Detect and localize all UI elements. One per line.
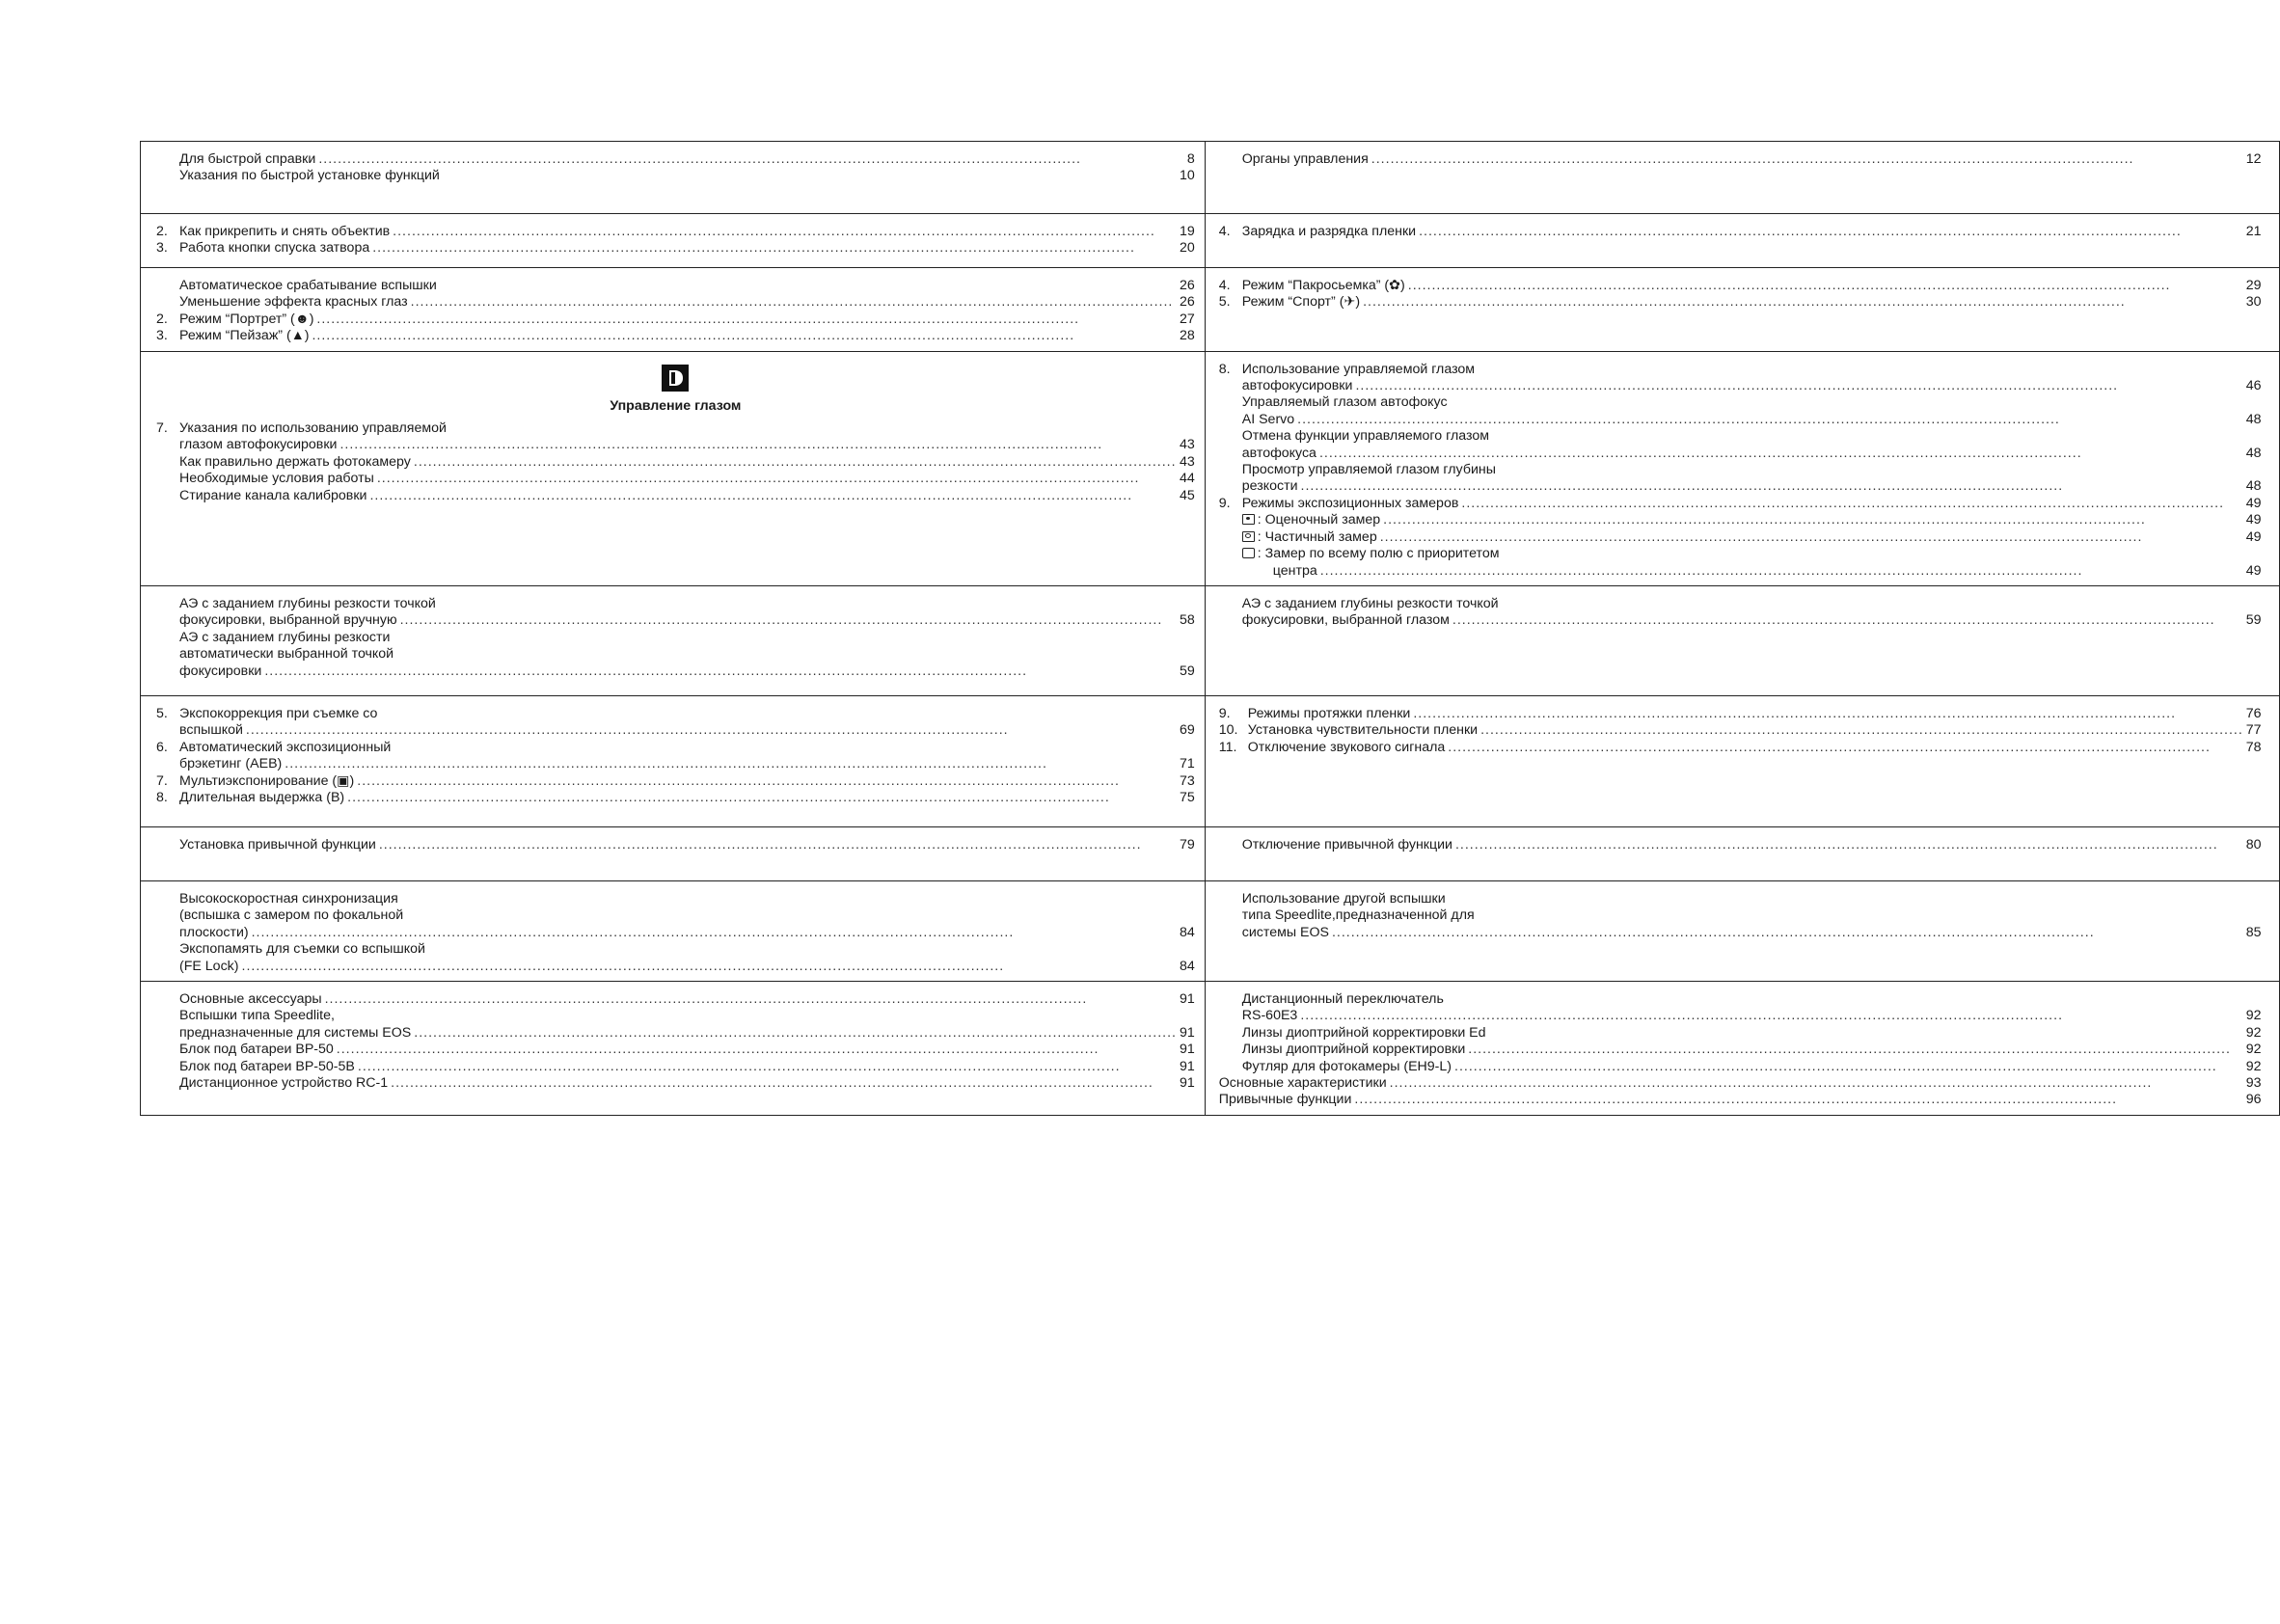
leader-dots xyxy=(249,925,1180,941)
right-column xyxy=(1205,142,2279,214)
leader-dots xyxy=(315,151,1181,168)
entry-label: вспышкой xyxy=(179,722,243,739)
toc-entry xyxy=(156,790,1195,806)
entry-label: Длительная выдержка (B) xyxy=(179,789,345,805)
leader-dots xyxy=(309,328,1180,344)
page-number: 91 xyxy=(1179,1058,1195,1074)
toc-entry xyxy=(156,1042,1195,1058)
leader-dots xyxy=(282,756,1180,772)
right-column xyxy=(1205,880,2279,981)
toc-entry xyxy=(1219,529,2262,546)
entry-label: плоскости) xyxy=(179,924,249,940)
page-number: 96 xyxy=(2245,1092,2262,1108)
entry-label: АЭ с заданием глубины резкости точкой xyxy=(179,595,436,611)
left-column xyxy=(141,880,1206,981)
leader-dots xyxy=(1452,1059,2246,1075)
entry-number: 7. xyxy=(156,420,168,437)
page-number: 93 xyxy=(2245,1074,2262,1091)
page-number: 30 xyxy=(2245,294,2262,311)
entry-label: AI Servo xyxy=(1241,411,1295,427)
entry-label: Указания по использованию управляемой xyxy=(179,420,447,437)
entry-number: 10. xyxy=(1218,722,1238,739)
entry-label: Вспышки типа Speedlite, xyxy=(179,1008,335,1024)
entry-label: автофокусировки xyxy=(1241,378,1353,394)
page-number: 84 xyxy=(1179,958,1195,974)
leader-dots xyxy=(366,488,1179,504)
entry-label: Режим “Пейзаж” (▲) xyxy=(179,328,310,344)
toc-entry xyxy=(1219,1008,2262,1024)
entry-label: Установка привычной функции xyxy=(179,836,376,853)
toc-entry xyxy=(1219,1042,2262,1058)
toc-row xyxy=(140,214,2279,268)
toc-entry xyxy=(1219,478,2262,495)
entry-label: центра xyxy=(1272,562,1317,579)
toc-entry xyxy=(156,663,1195,680)
page-number: 49 xyxy=(2245,528,2262,545)
leader-dots xyxy=(1416,224,2246,240)
entry-label: Для быстрой справки xyxy=(179,151,316,167)
toc-entry xyxy=(156,294,1195,311)
entry-label: Указания по быстрой установке функций xyxy=(179,168,440,184)
right-column xyxy=(1205,826,2279,880)
leader-dots xyxy=(1445,740,2246,756)
entry-label: Футляр для фотокамеры (EH9-L) xyxy=(1241,1058,1452,1074)
toc-entry xyxy=(1219,412,2262,428)
toc-entry xyxy=(1219,1075,2262,1092)
toc-entry xyxy=(156,646,1195,663)
toc-entry xyxy=(1219,462,2262,478)
toc-entry xyxy=(1219,740,2262,756)
page-number: 91 xyxy=(1179,1074,1195,1091)
entry-label: Стирание канала калибровки xyxy=(179,487,367,503)
toc-entry xyxy=(1219,224,2262,240)
entry-label: Зарядка и разрядка пленки xyxy=(1241,224,1417,239)
leader-dots xyxy=(374,471,1180,487)
entry-label: Необходимые условия работы xyxy=(179,471,374,487)
leader-dots xyxy=(322,991,1180,1008)
entry-label: Основные характеристики xyxy=(1218,1074,1387,1091)
leader-dots xyxy=(411,454,1180,471)
toc-entry xyxy=(156,630,1195,646)
page-number: 78 xyxy=(2245,739,2262,755)
entry-label: Режим “Спорт” (✈) xyxy=(1241,294,1361,311)
entry-label: Отключение привычной функции xyxy=(1241,836,1452,853)
entry-label: Использование другой вспышки xyxy=(1241,890,1446,907)
toc-entry xyxy=(1219,891,2262,907)
toc-entry xyxy=(1219,612,2262,629)
entry-label: Уменьшение эффекта красных глаз xyxy=(179,294,408,311)
toc-entry xyxy=(1219,278,2262,294)
toc-entry xyxy=(1219,294,2262,311)
page-number: 92 xyxy=(2245,1024,2262,1041)
entry-number: 7. xyxy=(156,772,168,789)
entry-label: (вспышка с замером по фокальной xyxy=(179,907,404,924)
page-number: 69 xyxy=(1179,722,1195,739)
toc-entry xyxy=(156,151,1195,168)
leader-dots xyxy=(239,959,1180,975)
table-of-contents xyxy=(140,141,2280,1116)
leader-dots xyxy=(397,612,1180,629)
entry-number: 9. xyxy=(1218,495,1231,511)
leader-dots xyxy=(390,224,1180,240)
entry-number: 3. xyxy=(156,328,168,344)
toc-entry xyxy=(156,328,1195,344)
left-column xyxy=(141,351,1206,585)
entry-label: фокусировки xyxy=(179,663,262,679)
toc-entry xyxy=(156,420,1195,437)
entry-label: Привычные функции xyxy=(1218,1092,1352,1108)
entry-label: предназначенные для системы EOS xyxy=(179,1024,412,1041)
toc-entry xyxy=(1219,496,2262,512)
leader-dots xyxy=(388,1075,1180,1092)
toc-entry xyxy=(156,437,1195,453)
entry-number: 11. xyxy=(1218,739,1237,755)
leader-dots xyxy=(355,1059,1180,1075)
toc-entry xyxy=(1219,546,2262,562)
right-column xyxy=(1205,214,2279,268)
toc-row xyxy=(140,585,2279,695)
entry-label: Режимы протяжки пленки xyxy=(1247,705,1411,721)
entry-label: : Замер по всему полю с приоритетом xyxy=(1242,546,1500,562)
left-column xyxy=(141,214,1206,268)
entry-label: брэкетинг (AEB) xyxy=(179,756,283,772)
page-number: 8 xyxy=(1186,151,1195,167)
entry-label: Отмена функции управляемого глазом xyxy=(1241,428,1489,445)
toc-entry xyxy=(156,706,1195,722)
leader-dots xyxy=(261,663,1180,680)
leader-dots xyxy=(1369,151,2246,168)
metering-center-icon xyxy=(1242,548,1255,558)
entry-label: Линзы диоптрийной корректировки Ed xyxy=(1241,1024,1486,1041)
entry-number: 8. xyxy=(1218,361,1231,377)
toc-entry xyxy=(156,1008,1195,1024)
toc-entry xyxy=(1219,378,2262,394)
page-number: 46 xyxy=(2245,378,2262,394)
page-number: 26 xyxy=(1179,294,1195,311)
leader-dots xyxy=(1465,1042,2246,1058)
leader-dots xyxy=(1316,446,2246,462)
entry-label: Режимы экспозиционных замеров xyxy=(1241,495,1459,511)
toc-entry xyxy=(1219,722,2262,739)
page-number: 79 xyxy=(1179,836,1195,853)
page-number: 84 xyxy=(1179,924,1195,940)
page-number: 80 xyxy=(2245,836,2262,853)
toc-row xyxy=(140,351,2279,585)
toc-entry xyxy=(156,596,1195,612)
toc-entry xyxy=(1219,151,2262,168)
page-number: 43 xyxy=(1179,437,1195,453)
toc-entry xyxy=(1219,907,2262,924)
toc-entry xyxy=(156,740,1195,756)
toc-entry xyxy=(1219,1025,2262,1042)
entry-number: 5. xyxy=(1218,294,1231,311)
leader-dots xyxy=(1410,706,2245,722)
entry-label: (FE Lock) xyxy=(179,958,239,974)
entry-label: Экспопамять для съемки со вспышкой xyxy=(179,941,425,958)
leader-dots xyxy=(408,294,1180,311)
entry-label: Автоматический экспозиционный xyxy=(179,739,392,755)
left-column xyxy=(141,981,1206,1115)
toc-entry xyxy=(1219,706,2262,722)
entry-label: системы EOS xyxy=(1241,924,1329,940)
toc-entry xyxy=(156,837,1195,853)
entry-label: Дистанционный переключатель xyxy=(1241,990,1444,1007)
left-column xyxy=(141,826,1206,880)
toc-row xyxy=(140,268,2279,352)
entry-number: 4. xyxy=(1218,224,1231,239)
entry-label: Режим “Портрет” (☻) xyxy=(179,311,314,327)
page-number: 59 xyxy=(2245,612,2262,629)
toc-entry xyxy=(156,722,1195,739)
toc-row xyxy=(140,826,2279,880)
toc-entry xyxy=(1219,563,2262,580)
toc-entry xyxy=(1219,925,2262,941)
leader-dots xyxy=(1380,512,2246,528)
entry-number: 6. xyxy=(156,739,168,755)
right-column xyxy=(1205,585,2279,695)
toc-entry xyxy=(156,471,1195,487)
page-number: 26 xyxy=(1179,278,1195,293)
page-number: 85 xyxy=(2245,924,2262,940)
page-number: 76 xyxy=(2245,705,2262,721)
entry-label: Как правильно держать фотокамеру xyxy=(179,453,411,470)
page-number: 91 xyxy=(1179,1042,1195,1058)
toc-entry xyxy=(156,756,1195,772)
entry-label: глазом автофокусировки xyxy=(179,437,338,453)
toc-entry xyxy=(156,891,1195,907)
toc-row xyxy=(140,142,2279,214)
toc-entry xyxy=(156,488,1195,504)
entry-label: автофокуса xyxy=(1241,445,1316,461)
toc-entry xyxy=(1219,1092,2262,1108)
leader-dots xyxy=(1387,1075,2246,1092)
leader-dots xyxy=(1317,563,2246,580)
entry-label: автоматически выбранной точкой xyxy=(179,646,394,663)
metering-eval-icon xyxy=(1242,514,1255,525)
entry-label: : Оценочный замер xyxy=(1242,512,1380,528)
toc-row xyxy=(140,981,2279,1115)
leader-dots xyxy=(1297,1008,2245,1024)
toc-entry xyxy=(156,991,1195,1008)
entry-label: Работа кнопки спуска затвора xyxy=(179,240,370,257)
left-column xyxy=(141,585,1206,695)
entry-label: Мультиэкспонирование (▣) xyxy=(179,772,355,789)
page-number: 75 xyxy=(1179,789,1195,805)
entry-label: Автоматическое срабатывание вспышки xyxy=(179,278,437,293)
eye-control-icon xyxy=(661,364,690,392)
leader-dots xyxy=(1351,1092,2245,1108)
leader-dots xyxy=(1298,478,2246,495)
page-number: 44 xyxy=(1179,471,1195,487)
entry-number: 4. xyxy=(1218,278,1231,293)
leader-dots xyxy=(1458,496,2245,512)
toc-row xyxy=(140,880,2279,981)
toc-entry xyxy=(156,454,1195,471)
page-number: 73 xyxy=(1179,772,1195,789)
section-title: Управление глазом xyxy=(610,397,742,414)
entry-label: Экспокоррекция при съемке со xyxy=(179,705,378,721)
page-number: 43 xyxy=(1179,453,1195,470)
toc-entry xyxy=(156,1025,1195,1042)
page-number: 12 xyxy=(2245,151,2262,167)
entry-number: 9. xyxy=(1218,705,1231,721)
entry-label: : Частичный замер xyxy=(1242,529,1377,546)
left-column xyxy=(141,268,1206,352)
page-number: 27 xyxy=(1179,311,1195,327)
page-number: 20 xyxy=(1179,240,1195,257)
entry-label: Управляемый глазом автофокус xyxy=(1241,394,1448,411)
entry-number: 2. xyxy=(156,224,168,239)
toc-entry xyxy=(1219,1059,2262,1075)
page-number: 71 xyxy=(1179,756,1195,772)
toc-row xyxy=(140,695,2279,826)
right-column xyxy=(1205,268,2279,352)
page-number: 49 xyxy=(2245,562,2262,579)
leader-dots xyxy=(369,240,1180,257)
toc-entry xyxy=(1219,394,2262,411)
toc-entry xyxy=(1219,991,2262,1008)
page-number: 91 xyxy=(1179,990,1195,1007)
toc-entry xyxy=(156,168,1195,184)
page-number: 49 xyxy=(2245,495,2262,511)
left-column xyxy=(141,695,1206,826)
leader-dots xyxy=(1360,294,2246,311)
entry-number: 3. xyxy=(156,240,168,257)
entry-label: АЭ с заданием глубины резкости xyxy=(179,629,391,645)
page-number: 92 xyxy=(2245,1008,2262,1024)
entry-label: Режим “Пакросьемка” (✿) xyxy=(1241,278,1405,293)
page-number: 48 xyxy=(2245,478,2262,495)
toc-entry xyxy=(156,907,1195,924)
leader-dots xyxy=(1450,612,2246,629)
entry-number: 8. xyxy=(156,789,168,805)
toc-entry xyxy=(156,612,1195,629)
page-number: 59 xyxy=(1179,663,1195,679)
entry-label: Отключение звукового сигнала xyxy=(1247,739,1446,755)
page-number: 58 xyxy=(1179,612,1195,629)
leader-dots xyxy=(334,1042,1180,1058)
right-column xyxy=(1205,695,2279,826)
leader-dots xyxy=(313,311,1180,328)
left-column xyxy=(141,142,1206,214)
toc-entry xyxy=(156,941,1195,958)
leader-dots xyxy=(354,773,1180,790)
page-number: 19 xyxy=(1179,224,1195,239)
page-number: 92 xyxy=(2245,1042,2262,1058)
page-number: 45 xyxy=(1179,487,1195,503)
toc-entry xyxy=(1219,837,2262,853)
toc-entry xyxy=(1219,446,2262,462)
entry-label: Блок под батареи BP-50-5B xyxy=(179,1058,355,1074)
entry-label: резкости xyxy=(1241,478,1298,495)
leader-dots xyxy=(1329,925,2246,941)
leader-dots xyxy=(1377,529,2246,546)
leader-dots xyxy=(1452,837,2246,853)
entry-label: фокусировки, выбранной вручную xyxy=(179,612,397,629)
entry-label: Блок под батареи BP-50 xyxy=(179,1042,334,1058)
entry-label: Высокоскоростная синхронизация xyxy=(179,890,398,907)
page-number: 92 xyxy=(2245,1058,2262,1074)
entry-label: Дистанционное устройство RC-1 xyxy=(179,1074,389,1091)
page-number: 49 xyxy=(2245,512,2262,528)
leader-dots xyxy=(411,1025,1180,1042)
right-column xyxy=(1205,981,2279,1115)
toc-entry xyxy=(156,959,1195,975)
page-number: 48 xyxy=(2245,411,2262,427)
toc-entry xyxy=(1219,512,2262,528)
toc-entry xyxy=(156,224,1195,240)
leader-dots xyxy=(376,837,1180,853)
toc-entry xyxy=(156,773,1195,790)
entry-label: Использование управляемой глазом xyxy=(1241,361,1476,377)
entry-number: 2. xyxy=(156,311,168,327)
page-number: 48 xyxy=(2245,445,2262,461)
toc-entry xyxy=(1219,596,2262,612)
entry-label: типа Speedlite,предназначенной для xyxy=(1241,907,1475,924)
toc-entry xyxy=(156,1075,1195,1092)
page-number: 28 xyxy=(1179,328,1195,344)
toc-entry xyxy=(156,1059,1195,1075)
toc-entry xyxy=(156,240,1195,257)
right-column xyxy=(1205,351,2279,585)
entry-label: Линзы диоптрийной корректировки xyxy=(1241,1042,1466,1058)
leader-dots xyxy=(1405,278,2246,294)
entry-label: Органы управления xyxy=(1241,151,1369,167)
entry-label: RS-60E3 xyxy=(1241,1008,1298,1024)
entry-label: Установка чувствительности пленки xyxy=(1247,722,1479,739)
toc-entry xyxy=(1219,362,2262,378)
page-number: 10 xyxy=(1179,168,1195,184)
entry-label: Как прикрепить и снять объектив xyxy=(179,224,391,239)
entry-label: Основные аксессуары xyxy=(179,990,322,1007)
leader-dots xyxy=(344,790,1180,806)
entry-label: АЭ с заданием глубины резкости точкой xyxy=(1241,595,1499,611)
leader-dots xyxy=(1478,722,2246,739)
leader-dots xyxy=(337,437,1179,453)
toc-entry xyxy=(156,311,1195,328)
toc-entry xyxy=(156,925,1195,941)
toc-entry xyxy=(156,278,1195,294)
leader-dots xyxy=(1352,378,2245,394)
metering-partial-icon xyxy=(1242,531,1255,542)
page-number: 77 xyxy=(2245,722,2262,739)
entry-number: 5. xyxy=(156,705,168,721)
leader-dots xyxy=(243,722,1180,739)
entry-label: Просмотр управляемой глазом глубины xyxy=(1241,462,1496,478)
entry-label: фокусировки, выбранной глазом xyxy=(1241,612,1450,629)
toc-entry xyxy=(1219,428,2262,445)
page-number: 21 xyxy=(2245,224,2262,239)
page-number: 91 xyxy=(1179,1024,1195,1041)
page-number: 29 xyxy=(2245,278,2262,293)
leader-dots xyxy=(1294,412,2246,428)
